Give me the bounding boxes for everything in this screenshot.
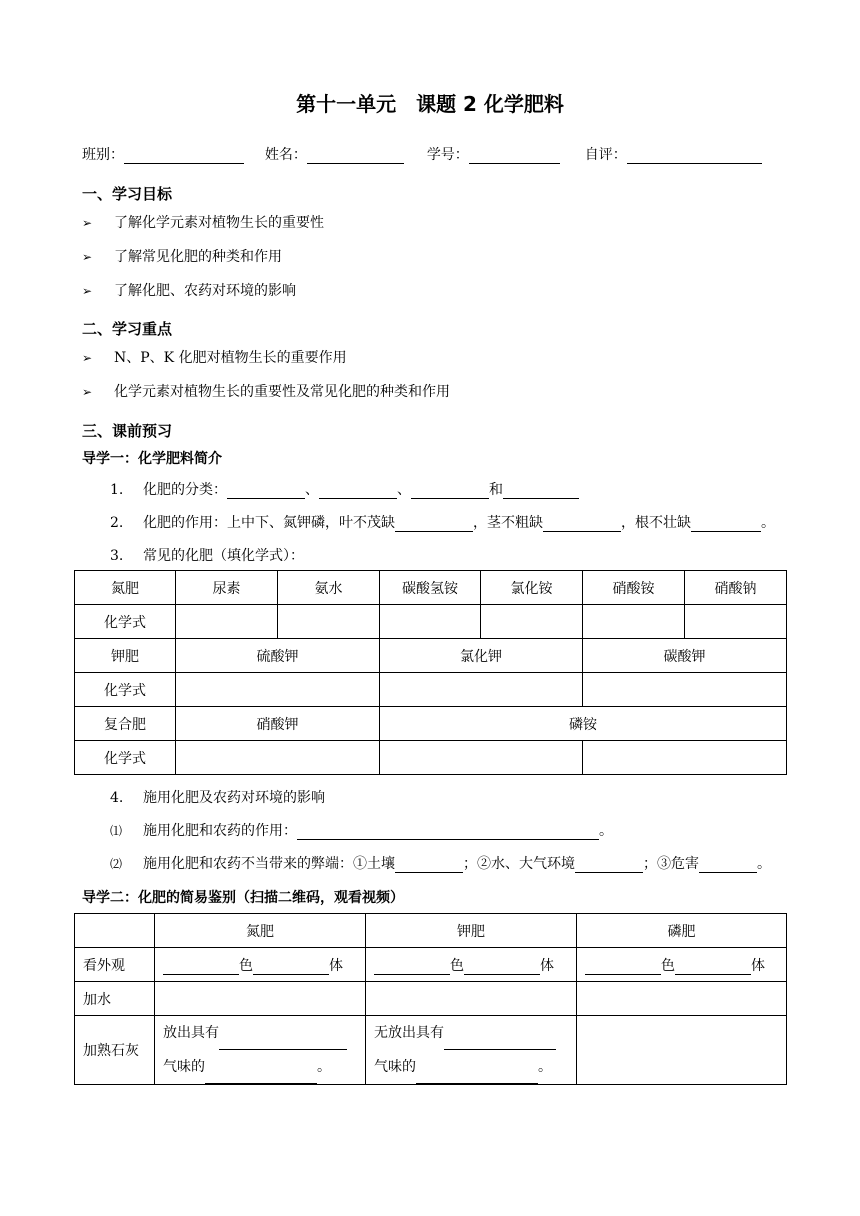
guide1-heading: 导学一：化学肥料简介 <box>82 451 222 467</box>
fertilizer-name-cell: 尿素 <box>176 571 278 605</box>
category-cell: 复合肥 <box>75 707 176 741</box>
category-cell: 氮肥 <box>75 571 176 605</box>
self-eval-field[interactable] <box>627 149 762 164</box>
question-4b: ⑵ 施用化肥和农药不当带来的弊端：①土壤 ；②水、大气环境 ；③危害 。 <box>110 856 771 872</box>
section1-heading: 一、学习目标 <box>82 185 173 203</box>
question-2: 2. 化肥的作用：上中下、氮钾磷，叶不茂缺 ，茎不粗缺 ，根不壮缺 。 <box>110 515 775 531</box>
fertilizer-formula-table <box>74 570 787 775</box>
question-4a: ⑴ 施用化肥和农药的作用： 。 <box>110 823 613 839</box>
formula-answer-cell[interactable] <box>176 673 380 707</box>
table-row <box>75 741 787 775</box>
category-cell: 钾肥 <box>75 639 176 673</box>
header-cell <box>75 914 155 948</box>
table-row <box>75 982 787 1016</box>
answer-blank[interactable] <box>675 960 751 975</box>
formula-label-cell: 化学式 <box>75 673 176 707</box>
answer-blank[interactable] <box>585 960 661 975</box>
table-row <box>75 1016 787 1085</box>
appearance-cell: 色 体 <box>577 948 787 982</box>
fertilizer-name-cell: 磷铵 <box>380 707 787 741</box>
formula-answer-cell[interactable] <box>176 605 278 639</box>
fertilizer-name-cell: 氯化钾 <box>380 639 583 673</box>
answer-blank[interactable] <box>464 960 540 975</box>
table-row <box>75 605 787 639</box>
answer-blank[interactable] <box>253 960 329 975</box>
answer-blank[interactable] <box>575 858 643 873</box>
answer-blank[interactable] <box>374 960 450 975</box>
answer-blank[interactable] <box>416 1069 538 1084</box>
fertilizer-name-cell: 氨水 <box>278 571 380 605</box>
appearance-cell: 色 体 <box>155 948 366 982</box>
page-title: 第十一单元 课题 2 化学肥料 <box>296 92 564 116</box>
formula-answer-cell[interactable] <box>176 741 380 775</box>
table-row <box>75 948 787 982</box>
formula-answer-cell[interactable] <box>583 605 685 639</box>
answer-cell[interactable] <box>366 982 577 1016</box>
table-row <box>75 571 787 605</box>
fertilizer-name-cell: 硫酸钾 <box>176 639 380 673</box>
table-row <box>75 639 787 673</box>
formula-answer-cell[interactable] <box>380 673 583 707</box>
answer-cell[interactable] <box>155 982 366 1016</box>
objective-item: ➢ 了解化学元素对植物生长的重要性 <box>82 215 324 231</box>
answer-blank[interactable] <box>699 858 757 873</box>
answer-blank[interactable] <box>227 484 305 499</box>
fertilizer-name-cell: 硝酸铵 <box>583 571 685 605</box>
answer-blank[interactable] <box>163 960 239 975</box>
formula-answer-cell[interactable] <box>278 605 380 639</box>
header-cell: 钾肥 <box>366 914 577 948</box>
class-label: 班别： <box>82 147 124 163</box>
name-label: 姓名： <box>264 147 307 163</box>
lime-test-cell: 放出具有 气味的 。 <box>155 1016 366 1085</box>
fertilizer-name-cell: 硝酸钠 <box>685 571 787 605</box>
answer-blank[interactable] <box>395 858 463 873</box>
question-1: 1. 化肥的分类： 、 、 和 <box>110 479 579 499</box>
appearance-cell: 色 体 <box>366 948 577 982</box>
number-label: 学号： <box>426 147 469 163</box>
answer-cell[interactable] <box>577 982 787 1016</box>
section2-heading: 二、学习重点 <box>82 320 173 338</box>
number-field[interactable] <box>469 149 560 164</box>
formula-answer-cell[interactable] <box>583 673 787 707</box>
answer-blank[interactable] <box>395 517 473 532</box>
arrow-bullet-icon: ➢ <box>82 250 93 264</box>
question-4: 4. 施用化肥及农药对环境的影响 <box>110 790 325 806</box>
arrow-bullet-icon: ➢ <box>82 351 93 365</box>
objective-item: ➢ 了解化肥、农药对环境的影响 <box>82 283 296 299</box>
table-row <box>75 914 787 948</box>
student-info-row <box>82 144 762 164</box>
name-field[interactable] <box>307 149 404 164</box>
row-label-cell: 加熟石灰 <box>75 1016 155 1085</box>
fertilizer-name-cell: 碳酸钾 <box>583 639 787 673</box>
answer-blank[interactable] <box>543 517 621 532</box>
formula-answer-cell[interactable] <box>685 605 787 639</box>
answer-blank[interactable] <box>503 484 579 499</box>
fertilizer-name-cell: 硝酸钾 <box>176 707 380 741</box>
formula-answer-cell[interactable] <box>380 741 583 775</box>
answer-blank[interactable] <box>319 484 397 499</box>
class-field[interactable] <box>124 149 244 164</box>
objective-item: ➢ 了解常见化肥的种类和作用 <box>82 249 282 265</box>
header-cell: 磷肥 <box>577 914 787 948</box>
answer-cell[interactable] <box>577 1016 787 1085</box>
fertilizer-name-cell: 碳酸氢铵 <box>380 571 481 605</box>
lime-test-cell: 无放出具有 气味的 。 <box>366 1016 577 1085</box>
fertilizer-identification-table <box>74 913 787 1085</box>
question-3: 3. 常见的化肥（填化学式）： <box>110 548 304 564</box>
formula-answer-cell[interactable] <box>380 605 481 639</box>
header-cell: 氮肥 <box>155 914 366 948</box>
answer-blank[interactable] <box>444 1035 556 1050</box>
guide2-heading: 导学二：化肥的简易鉴别（扫描二维码，观看视频） <box>82 890 404 906</box>
row-label-cell: 加水 <box>75 982 155 1016</box>
formula-label-cell: 化学式 <box>75 741 176 775</box>
answer-blank[interactable] <box>411 484 489 499</box>
answer-blank[interactable] <box>297 825 599 840</box>
table-row <box>75 707 787 741</box>
arrow-bullet-icon: ➢ <box>82 216 93 230</box>
self-eval-label: 自评： <box>584 147 627 163</box>
fertilizer-name-cell: 氯化铵 <box>481 571 583 605</box>
formula-answer-cell[interactable] <box>481 605 583 639</box>
formula-answer-cell[interactable] <box>583 741 787 775</box>
table-row <box>75 673 787 707</box>
answer-blank[interactable] <box>691 517 761 532</box>
key-point-item: ➢ 化学元素对植物生长的重要性及常见化肥的种类和作用 <box>82 384 450 400</box>
arrow-bullet-icon: ➢ <box>82 284 93 298</box>
formula-label-cell: 化学式 <box>75 605 176 639</box>
row-label-cell: 看外观 <box>75 948 155 982</box>
answer-blank[interactable] <box>219 1035 347 1050</box>
section3-heading: 三、课前预习 <box>82 422 173 440</box>
answer-blank[interactable] <box>205 1069 317 1084</box>
key-point-item: ➢ N、P、K 化肥对植物生长的重要作用 <box>82 350 347 366</box>
arrow-bullet-icon: ➢ <box>82 385 93 399</box>
